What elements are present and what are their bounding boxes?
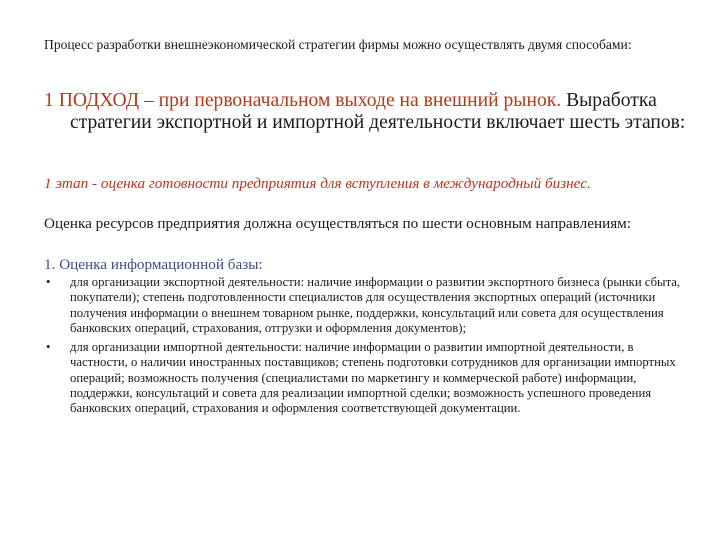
assessment-text: Оценка ресурсов предприятия должна осуществляться по шести основным направлениям: bbox=[44, 215, 632, 232]
bullet-symbol: • bbox=[46, 340, 51, 355]
bullet-text-import: для организации импортной деятельности: наличие информации о развитии импортной деятельности, в частности, о наличии иностранных поставщиков; степень подготовки сотрудников для организации импортных операций; возможность получения (специалистами по маркетингу и коммерческой работе) информации, поддержки, консультаций и совета для реализации импортной сделки; возможность успешного проведения банковских операций, страхования и оформления соответствующей документации. bbox=[70, 340, 676, 416]
approach-highlight: 1 ПОДХОД – при первоначальном выходе на внешний рынок. bbox=[44, 90, 562, 111]
list-item bbox=[44, 275, 684, 336]
stage-heading: 1 этап - оценка готовности предприятия для вступления в международный бизнес. bbox=[44, 175, 591, 192]
bullet-text-export: для организации экспортной деятельности: наличие информации о развитии экспортного бизнеса (рынки сбыта, покупатели); степень подготовленности специалистов для осуществления экспортных операций (источники получения информации о внешнем товарном рынке, поддержки, консультаций или совета для осуществления банковских операций, страхования, отгрузки и оформления документов); bbox=[70, 275, 681, 335]
bullet-symbol: • bbox=[46, 275, 51, 289]
approach-paragraph bbox=[44, 90, 694, 133]
info-base-heading: 1. Оценка информационной базы: bbox=[44, 256, 263, 273]
bullet-list bbox=[44, 275, 684, 421]
list-item bbox=[44, 340, 684, 416]
approach-rest: Выработка стратегии экспортной и импортной деятельности включает шесть этапов: bbox=[70, 90, 686, 133]
intro-text: Процесс разработки внешнеэкономической стратегии фирмы можно осуществлять двумя способами: bbox=[44, 37, 632, 52]
